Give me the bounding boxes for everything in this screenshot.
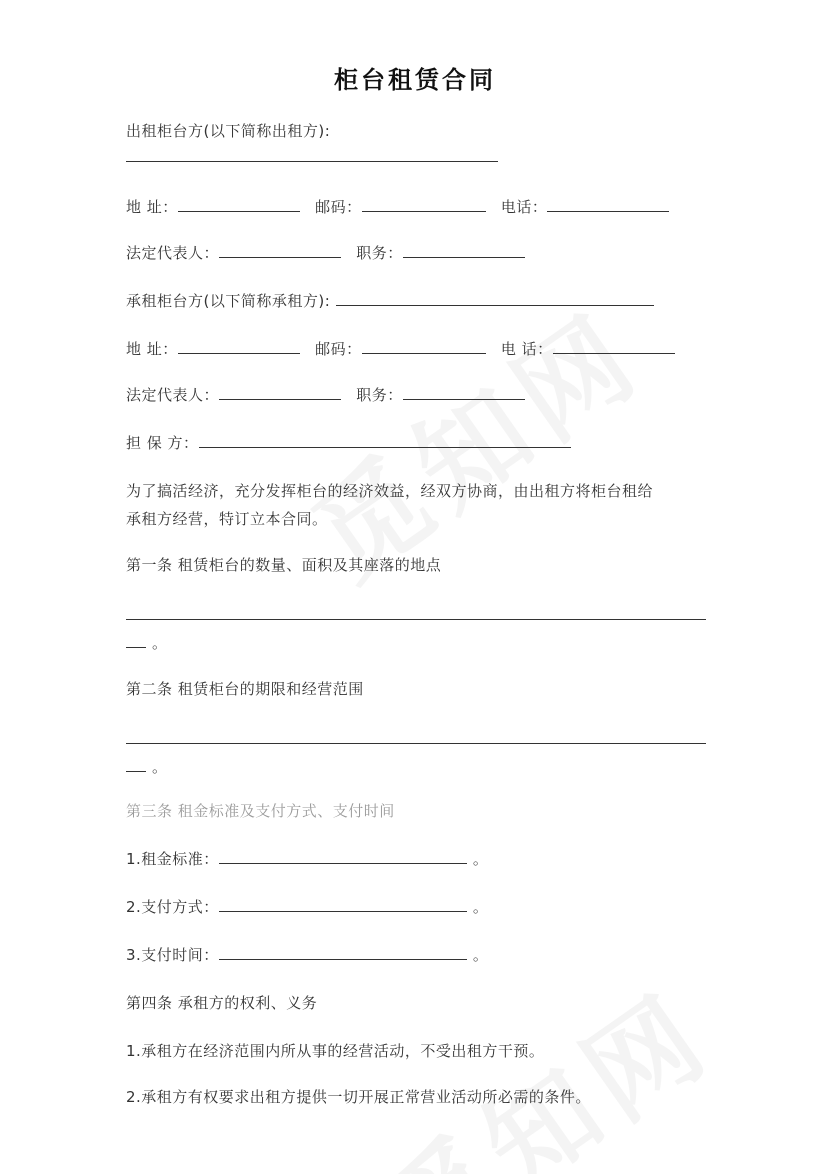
guarantor-blank xyxy=(199,433,571,448)
lessee-name-blank xyxy=(336,291,654,306)
payment-method-blank xyxy=(219,897,467,912)
article3-item xyxy=(126,944,488,966)
position-label: 职务： xyxy=(356,244,403,262)
article2-end-line xyxy=(126,756,168,778)
address-blank xyxy=(178,339,300,354)
article4-item: 2.承租方有权要求出租方提供一切开展正常营业活动所必需的条件。 xyxy=(126,1088,591,1106)
lessee-rep-row xyxy=(126,384,525,406)
position-blank xyxy=(403,243,525,258)
payment-method-label: 2.支付方式： xyxy=(126,898,219,916)
article1-blank xyxy=(126,605,706,620)
article1-end-line xyxy=(126,632,168,654)
phone-blank xyxy=(553,339,675,354)
intro-line-2: 承租方经营，特订立本合同。 xyxy=(126,510,328,528)
lessor-name-blank-line xyxy=(126,146,498,168)
intro-line-1: 为了搞活经济，充分发挥柜台的经济效益，经双方协商，由出租方将柜台租给 xyxy=(126,482,654,500)
article2-end-blank xyxy=(126,757,146,772)
address-label: 地 址： xyxy=(126,198,178,216)
rent-standard-label: 1.租金标准： xyxy=(126,850,219,868)
payment-time-label: 3.支付时间： xyxy=(126,946,219,964)
article2-blank-line xyxy=(126,728,706,750)
rep-blank xyxy=(219,243,341,258)
guarantor-row xyxy=(126,432,571,454)
article2-end: 。 xyxy=(152,758,168,776)
address-label: 地 址： xyxy=(126,340,178,358)
article1-end: 。 xyxy=(152,634,168,652)
position-label: 职务： xyxy=(356,386,403,404)
item-end: 。 xyxy=(472,898,489,916)
item-end: 。 xyxy=(472,850,489,868)
item-end: 。 xyxy=(472,946,489,964)
rent-standard-blank xyxy=(219,849,467,864)
position-blank xyxy=(403,385,525,400)
article4-heading: 第四条 承租方的权利、义务 xyxy=(126,994,318,1012)
rep-label: 法定代表人： xyxy=(126,386,220,404)
guarantor-label: 担 保 方： xyxy=(126,434,199,452)
postcode-label: 邮码： xyxy=(315,340,362,358)
article2-blank xyxy=(126,729,706,744)
article2-heading: 第二条 租赁柜台的期限和经营范围 xyxy=(126,680,364,698)
article3-item xyxy=(126,896,488,918)
phone-label: 电 话： xyxy=(500,340,553,358)
lessor-address-row xyxy=(126,196,669,218)
lessor-name-blank xyxy=(126,147,498,162)
address-blank xyxy=(178,197,300,212)
postcode-blank xyxy=(362,197,486,212)
rep-blank xyxy=(219,385,341,400)
lessee-address-row xyxy=(126,338,675,360)
lessee-row xyxy=(126,290,654,312)
phone-label: 电话： xyxy=(500,198,548,216)
rep-label: 法定代表人： xyxy=(126,244,220,262)
article1-end-blank xyxy=(126,633,146,648)
lessor-label: 出租柜台方(以下简称出租方): xyxy=(126,122,331,140)
article3-heading: 第三条 租金标准及支付方式、支付时间 xyxy=(126,802,395,820)
article3-item xyxy=(126,848,488,870)
page-title: 柜台租赁合同 xyxy=(334,65,496,94)
postcode-blank xyxy=(362,339,486,354)
article4-item: 1.承租方在经济范围内所从事的经营活动，不受出租方干预。 xyxy=(126,1042,545,1060)
article1-blank-line xyxy=(126,604,706,626)
lessor-rep-row xyxy=(126,242,525,264)
lessee-label: 承租柜台方(以下简称承租方): xyxy=(126,292,331,310)
article1-heading: 第一条 租赁柜台的数量、面积及其座落的地点 xyxy=(126,556,442,574)
payment-time-blank xyxy=(219,945,467,960)
phone-blank xyxy=(547,197,669,212)
postcode-label: 邮码： xyxy=(315,198,362,216)
